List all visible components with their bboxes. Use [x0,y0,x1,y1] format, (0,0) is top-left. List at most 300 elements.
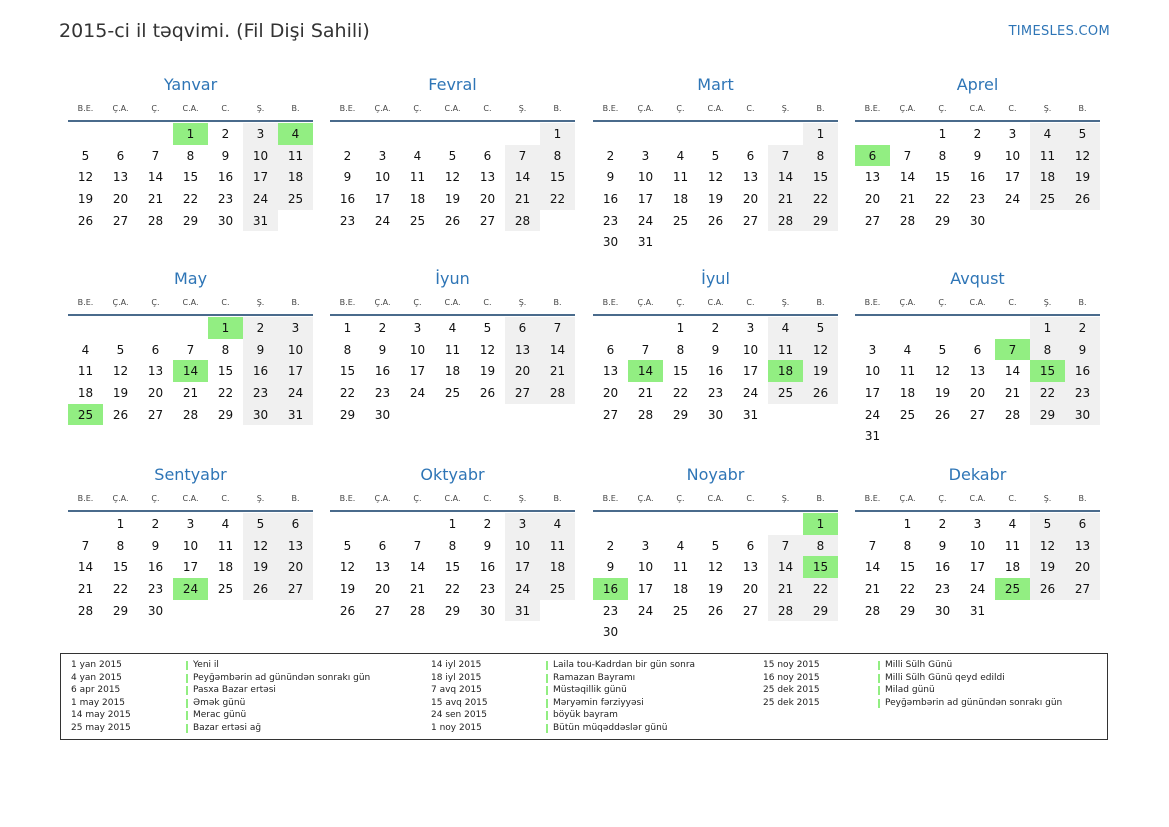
holiday-color-marker [186,724,188,733]
day-grid [855,122,1100,231]
day-cell: 13 [602,364,619,379]
day-cell: 14 [768,556,803,578]
day-cell: 16 [339,191,356,206]
holiday-color-marker [546,686,548,695]
holiday-color-marker [186,674,188,683]
day-cell: 27 [969,407,986,422]
day-cell: 24 [864,407,881,422]
day-cell: 5 [116,342,125,357]
weekday-label: Ç. [938,297,947,307]
day-cell: 10 [1004,148,1021,163]
weekday-label: C. [1008,297,1017,307]
day-cell: 4 [1030,123,1065,145]
day-cell: 9 [711,342,720,357]
weekday-header [330,486,575,512]
day-cell: 18 [899,385,916,400]
month-block [593,74,838,253]
legend-item [71,697,401,710]
day-cell: 2 [606,148,615,163]
day-cell: 22 [217,385,234,400]
holiday-day-cell: 24 [173,578,208,600]
weekday-label: Ç.A. [112,493,129,503]
empty-cell [103,123,138,145]
weekday-label: Ş. [781,493,790,503]
day-cell: 30 [602,625,619,640]
day-cell: 4 [81,342,90,357]
day-cell: 17 [278,360,313,382]
day-cell: 28 [505,210,540,232]
legend-column [71,659,401,735]
weekday-label: C.A. [182,493,199,503]
day-cell: 17 [243,166,278,188]
day-cell: 6 [746,148,755,163]
day-cell: 2 [938,516,947,531]
day-cell: 16 [1065,360,1100,382]
day-cell: 20 [147,385,164,400]
day-cell: 15 [339,364,356,379]
month-block [593,464,838,643]
day-cell: 6 [1065,513,1100,535]
day-cell: 18 [672,191,689,206]
legend-item [763,659,1093,672]
day-cell: 24 [637,213,654,228]
month-name: Fevral [428,75,477,94]
holiday-day-cell: 25 [68,404,103,426]
empty-cell [138,123,173,145]
day-cell: 17 [864,385,881,400]
holiday-name: Laila tou-Kadrdan bir gün sonra [553,660,696,670]
day-cell: 24 [409,385,426,400]
empty-cell [138,317,173,339]
weekday-label: Ş. [781,297,790,307]
day-cell: 24 [969,581,986,596]
day-cell: 29 [934,213,951,228]
day-cell: 18 [1004,560,1021,575]
day-cell: 6 [378,538,387,553]
day-cell: 28 [77,603,94,618]
day-cell: 3 [186,516,195,531]
empty-cell [698,123,733,145]
day-grid [593,316,838,425]
day-cell: 2 [221,126,230,141]
day-cell: 17 [637,581,654,596]
day-cell: 5 [343,538,352,553]
weekday-header [593,290,838,316]
weekday-header [68,486,313,512]
empty-cell [855,513,890,535]
day-cell: 20 [112,191,129,206]
holiday-color-marker [546,711,548,720]
legend-item [763,697,1093,710]
day-cell: 26 [479,385,496,400]
holiday-color-marker [546,699,548,708]
day-cell: 10 [864,364,881,379]
day-cell: 22 [112,581,129,596]
day-cell: 30 [479,603,496,618]
day-cell: 15 [934,170,951,185]
holiday-day-cell: 7 [995,339,1030,361]
day-cell: 15 [672,364,689,379]
day-cell: 2 [973,126,982,141]
weekday-label: C. [221,493,230,503]
day-cell: 21 [409,581,426,596]
day-cell: 19 [112,385,129,400]
day-cell: 19 [1065,166,1100,188]
day-cell: 12 [1065,145,1100,167]
day-cell: 15 [444,560,461,575]
day-cell: 7 [903,148,912,163]
day-cell: 14 [864,560,881,575]
day-cell: 31 [505,600,540,622]
day-cell: 22 [1030,382,1065,404]
day-cell: 13 [864,170,881,185]
day-cell: 22 [540,188,575,210]
holiday-name: Peyğəmbərin ad günündən sonrakı gün [193,672,371,683]
day-cell: 7 [641,342,650,357]
day-cell: 19 [243,556,278,578]
empty-cell [663,513,698,535]
day-cell: 31 [969,603,986,618]
month-block [593,268,838,425]
day-cell: 21 [540,360,575,382]
day-cell: 23 [243,382,278,404]
day-cell: 26 [707,603,724,618]
day-cell: 1 [448,516,457,531]
day-cell: 8 [803,535,838,557]
day-cell: 14 [77,560,94,575]
day-cell: 14 [409,560,426,575]
empty-cell [768,123,803,145]
empty-cell [593,317,628,339]
holiday-name: böyük bayram [553,710,618,721]
day-cell: 5 [448,148,457,163]
holiday-name: Müstəqillik günü [553,685,627,696]
day-cell: 30 [934,603,951,618]
page-title: 2015-ci il təqvimi. (Fil Dişi Sahili) [59,20,370,42]
day-cell: 28 [1004,407,1021,422]
day-cell: 6 [116,148,125,163]
day-grid [68,122,313,231]
day-cell: 27 [112,213,129,228]
day-cell: 11 [409,170,426,185]
day-cell: 2 [243,317,278,339]
day-cell: 23 [602,603,619,618]
day-cell: 3 [868,342,877,357]
holiday-date: 6 apr 2015 [71,685,121,696]
weekday-label: Ç. [676,103,685,113]
empty-cell [698,513,733,535]
day-cell: 28 [182,407,199,422]
weekday-label: C. [483,297,492,307]
holiday-date: 15 noy 2015 [763,660,820,670]
legend-column [763,659,1093,709]
day-cell: 23 [374,385,391,400]
day-cell: 22 [803,188,838,210]
weekday-label: C. [221,103,230,113]
weekday-label: Ç.A. [637,493,654,503]
day-cell: 14 [899,170,916,185]
day-cell: 11 [77,364,94,379]
empty-cell [400,123,435,145]
day-cell: 31 [742,407,759,422]
day-cell: 7 [540,317,575,339]
day-cell: 14 [768,166,803,188]
day-cell: 17 [505,556,540,578]
day-cell: 2 [606,538,615,553]
month-name: Noyabr [686,465,745,484]
day-cell: 2 [378,320,387,335]
weekday-header [593,96,838,122]
weekday-label: B.E. [77,103,94,113]
day-cell: 25 [444,385,461,400]
weekday-label: Ç.A. [899,493,916,503]
weekday-label: B. [816,493,825,503]
day-cell: 27 [602,407,619,422]
holiday-day-cell: 14 [173,360,208,382]
holiday-name: Pasxa Bazar ertəsi [193,685,276,696]
day-cell: 21 [147,191,164,206]
day-cell: 22 [899,581,916,596]
weekday-label: Ç. [938,493,947,503]
holiday-date: 24 sen 2015 [431,710,488,721]
day-cell: 17 [637,191,654,206]
day-cell: 25 [278,188,313,210]
weekday-label: C.A. [182,103,199,113]
day-cell: 10 [637,170,654,185]
legend-item [71,659,401,672]
weekday-label: B. [816,103,825,113]
day-cell: 31 [637,235,654,250]
day-cell: 3 [378,148,387,163]
month-block [68,268,313,425]
empty-cell [995,317,1030,339]
day-cell: 21 [1004,385,1021,400]
weekday-label: C.A. [444,103,461,113]
day-cell: 22 [444,581,461,596]
day-cell: 3 [413,320,422,335]
weekday-label: C. [483,103,492,113]
day-cell: 5 [711,538,720,553]
day-cell: 3 [243,123,278,145]
weekday-label: Ş. [1043,103,1052,113]
day-cell: 1 [803,123,838,145]
day-cell: 13 [147,364,164,379]
weekday-label: B.E. [339,493,356,503]
day-cell: 6 [505,317,540,339]
day-cell: 15 [182,170,199,185]
day-cell: 11 [1030,145,1065,167]
holiday-day-cell: 1 [803,513,838,535]
holiday-date: 7 avq 2015 [431,685,482,696]
empty-cell [435,123,470,145]
empty-cell [628,123,663,145]
day-cell: 9 [343,170,352,185]
empty-cell [925,317,960,339]
day-cell: 23 [934,581,951,596]
weekday-label: B.E. [864,493,881,503]
holiday-date: 4 yan 2015 [71,672,122,683]
day-cell: 15 [217,364,234,379]
day-cell: 6 [483,148,492,163]
day-cell: 9 [606,170,615,185]
day-cell: 11 [899,364,916,379]
day-cell: 13 [969,364,986,379]
day-cell: 22 [182,191,199,206]
day-cell: 12 [1030,535,1065,557]
weekday-label: C.A. [707,103,724,113]
day-cell: 20 [374,581,391,596]
weekday-label: Ç. [151,103,160,113]
holiday-name: Milli Sülh Günü qeyd edildi [885,672,1005,683]
weekday-label: Ç.A. [112,297,129,307]
weekday-label: Ş. [518,493,527,503]
day-cell: 11 [444,342,461,357]
weekday-label: C.A. [444,493,461,503]
weekday-header [855,486,1100,512]
empty-cell [505,123,540,145]
day-cell: 29 [217,407,234,422]
month-name: Avqust [950,269,1005,288]
empty-cell [663,123,698,145]
day-cell: 12 [243,535,278,557]
day-cell: 27 [864,213,881,228]
empty-cell [890,317,925,339]
day-cell: 18 [540,556,575,578]
holiday-name: Milad günü [885,685,935,696]
day-cell: 19 [707,191,724,206]
day-cell: 28 [864,603,881,618]
holiday-name: Bazar ertəsi ağ [193,722,262,733]
month-block [855,268,1100,447]
day-cell: 7 [413,538,422,553]
weekday-label: B.E. [864,103,881,113]
weekday-label: B. [553,103,562,113]
day-cell: 30 [147,603,164,618]
day-cell: 5 [483,320,492,335]
day-cell: 9 [973,148,982,163]
day-cell: 1 [676,320,685,335]
day-cell: 22 [803,578,838,600]
day-cell: 21 [768,188,803,210]
empty-cell [733,123,768,145]
day-cell: 5 [81,148,90,163]
empty-cell [330,123,365,145]
day-cell: 25 [899,407,916,422]
day-cell: 26 [803,382,838,404]
day-cell: 16 [217,170,234,185]
holiday-date: 25 dek 2015 [763,697,820,708]
day-cell: 4 [676,538,685,553]
weekday-label: C.A. [969,493,986,503]
holiday-color-marker [186,711,188,720]
day-cell: 17 [742,364,759,379]
day-cell: 9 [243,339,278,361]
holiday-day-cell: 25 [995,578,1030,600]
day-cell: 22 [934,191,951,206]
day-cell: 29 [1030,404,1065,426]
month-block [330,464,575,621]
day-cell: 2 [711,320,720,335]
empty-cell [593,513,628,535]
day-cell: 13 [742,170,759,185]
holiday-day-cell: 14 [628,360,663,382]
day-cell: 25 [409,213,426,228]
day-cell: 7 [186,342,195,357]
day-cell: 26 [444,213,461,228]
brand-link[interactable]: TIMESLES.COM [1008,24,1110,39]
day-cell: 11 [278,145,313,167]
day-cell: 8 [116,538,125,553]
day-cell: 16 [707,364,724,379]
day-cell: 12 [77,170,94,185]
empty-cell [365,513,400,535]
weekday-label: C. [483,493,492,503]
month-block [855,464,1100,621]
day-cell: 10 [637,560,654,575]
empty-cell [593,123,628,145]
weekday-label: Ş. [781,103,790,113]
day-cell: 21 [864,581,881,596]
day-cell: 23 [479,581,496,596]
day-cell: 16 [479,560,496,575]
day-cell: 20 [864,191,881,206]
weekday-label: Ş. [256,297,265,307]
day-cell: 8 [938,148,947,163]
weekday-label: B. [1078,493,1087,503]
day-cell: 7 [151,148,160,163]
holiday-color-marker [186,686,188,695]
holiday-date: 1 may 2015 [71,697,125,708]
day-cell: 20 [505,360,540,382]
empty-cell [330,513,365,535]
day-cell: 14 [540,339,575,361]
holiday-day-cell: 16 [593,578,628,600]
day-cell: 27 [742,603,759,618]
day-grid [68,316,313,425]
day-cell: 11 [672,560,689,575]
holiday-color-marker [878,661,880,670]
weekday-label: Ç. [413,297,422,307]
day-cell: 23 [147,581,164,596]
weekday-label: C.A. [444,297,461,307]
day-cell: 8 [186,148,195,163]
day-grid [330,512,575,621]
holiday-date: 18 iyl 2015 [431,672,482,683]
day-cell: 20 [602,385,619,400]
day-cell: 8 [448,538,457,553]
holiday-date: 25 dek 2015 [763,685,820,696]
day-cell: 23 [1065,382,1100,404]
day-cell: 9 [606,560,615,575]
day-cell: 30 [374,407,391,422]
weekday-label: Ç.A. [899,297,916,307]
empty-cell [855,317,890,339]
day-cell: 18 [217,560,234,575]
day-cell: 11 [768,339,803,361]
day-cell: 2 [151,516,160,531]
weekday-label: C. [746,297,755,307]
month-name: May [173,269,208,288]
day-cell: 10 [278,339,313,361]
legend-column [431,659,761,735]
day-grid [593,122,838,253]
weekday-label: B. [1078,103,1087,113]
day-cell: 31 [864,429,881,444]
weekday-label: Ç. [938,103,947,113]
empty-cell [960,317,995,339]
day-cell: 21 [637,385,654,400]
weekday-header [330,96,575,122]
